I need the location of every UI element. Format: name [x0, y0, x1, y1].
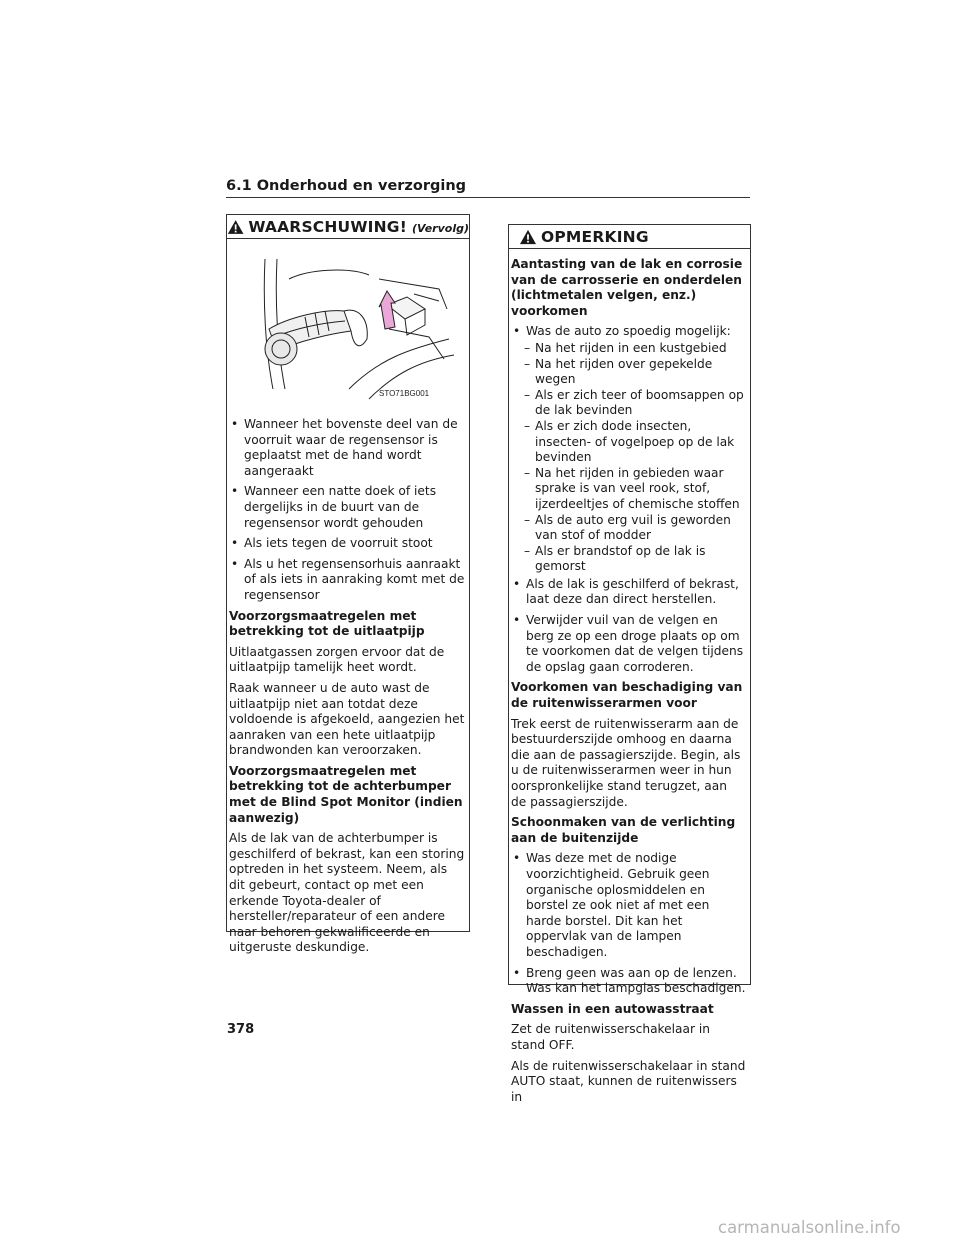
section-header: 6.1 Onderhoud en verzorging: [226, 178, 750, 198]
notice-bullet: • Breng geen was aan op de lenzen. Was kan het lampglas beschadigen.: [513, 965, 746, 996]
carwash-paragraph: Zet de ruitenwisserschakelaar in stand OFF.: [511, 1022, 710, 1052]
warning-header: [227, 215, 469, 239]
pointer-arrow: [379, 291, 395, 329]
list-item: – Als de auto erg vuil is geworden van stof of modder: [524, 512, 731, 543]
rain-sensor-illustration: [229, 239, 467, 411]
warning-box: [226, 214, 470, 955]
wiper-heading: Voorkomen van beschadiging van de ruitenwisserarmen voor: [511, 680, 743, 711]
list-item: – Na het rijden in een kustgebied: [524, 340, 727, 355]
notice-bullet: • Als de lak is geschilferd of bekrast, laat deze dan direct herstellen.: [513, 576, 739, 607]
page-number: 378: [227, 1022, 255, 1037]
list-item: – Na het rijden in gebieden waar sprake is van veel rook, stof, ijzerdeeltjes of chemische stoffen: [524, 465, 740, 511]
carwash-paragraph: Als de ruitenwisserschakelaar in stand AUTO staat, kunnen de ruitenwissers in: [511, 1058, 746, 1104]
notice-bullet: • Verwijder vuil van de velgen en berg ze op een droge plaats op om te voorkomen dat de velgen tijdens de opslag gaan corroderen.: [513, 613, 744, 674]
list-item: – Als er brandstof op de lak is gemorst: [524, 543, 706, 574]
list-item: – Als er zich teer of boomsappen op de lak bevinden: [524, 387, 744, 418]
warning-bullet: • Als u het regensensorhuis aanraakt of als iets in aanraking komt met de regensensor: [231, 556, 465, 602]
notice-header: [509, 225, 750, 249]
exhaust-paragraph: Raak wanneer u de auto wast de uitlaatpijp niet aan totdat deze voldoende is afgekoeld, aangezien het aanraken van een hete uitlaatpijp brandwonden kan veroorzaken.: [229, 680, 465, 758]
warning-bullet: • Wanneer een natte doek of iets dergelijks in de buurt van de regensensor wordt gehouden: [231, 484, 437, 530]
exhaust-paragraph: Uitlaatgassen zorgen ervoor dat de uitlaatpijp tamelijk heet wordt.: [229, 644, 445, 675]
list-item: – Als er zich dode insecten, insecten- of vogelpoep op de lak bevinden: [524, 418, 735, 465]
bumper-heading: Voorzorgsmaatregelen met betrekking tot de achterbumper met de Blind Spot Monitor (indien aanwezig): [229, 763, 463, 825]
figure-label: STO71BG001: [379, 389, 430, 398]
list-item: – Na het rijden over gepekelde wegen: [524, 356, 713, 387]
warning-bullet: • Wanneer het bovenste deel van de voorruit waar de regensensor is geplaatst met de hand wordt aangeraakt: [231, 417, 458, 478]
warning-subtitle: (Vervolg): [411, 221, 469, 235]
notice-title: OPMERKING: [541, 227, 649, 246]
carwash-heading: Wassen in een autowasstraat: [511, 1001, 714, 1016]
notice-bullet: • Was deze met de nodige voorzichtigheid. Gebruik geen organische oplosmiddelen en borstel ze ook niet af met een harde borstel. Dit kan het oppervlak van de lampen beschadigen.: [513, 851, 710, 959]
bumper-paragraph: Als de lak van de achterbumper is geschilferd of bekrast, kan een storing optreden in het systeem. Neem, als dit gebeurt, contact op met een erkende Toyota-dealer of hersteller/reparateur of een andere naar behoren gekwalificeerde en uitgeruste deskundige.: [229, 831, 465, 955]
warning-triangle-icon: [519, 229, 537, 245]
wash-conditions-list: [511, 341, 746, 575]
lights-heading: Schoonmaken van de verlichting aan de buitenzijde: [511, 815, 736, 845]
warning-triangle-icon: [227, 219, 244, 235]
notice-bullet: • Was de auto zo spoedig mogelijk:: [513, 324, 731, 339]
warning-title: WAARSCHUWING!: [248, 217, 407, 236]
notice-box: [508, 224, 751, 1104]
exhaust-heading: Voorzorgsmaatregelen met betrekking tot de uitlaatpijp: [229, 608, 425, 639]
warning-bullet: • Als iets tegen de voorruit stoot: [231, 536, 433, 551]
paint-heading: Aantasting van de lak en corrosie van de carrosserie en onderdelen (lichtmetalen velgen, enz.) voorkomen: [511, 257, 743, 318]
watermark: carmanualsonline.info: [718, 1218, 901, 1237]
wiper-paragraph: Trek eerst de ruitenwisserarm aan de bestuurderszijde omhoog en daarna die aan de passagierszijde. Begin, als u de ruitenwisserarmen weer in hun oorspronkelijke stand terugzet, aan de passagierszijde.: [511, 716, 741, 809]
rain-sensor-figure: [229, 239, 465, 411]
